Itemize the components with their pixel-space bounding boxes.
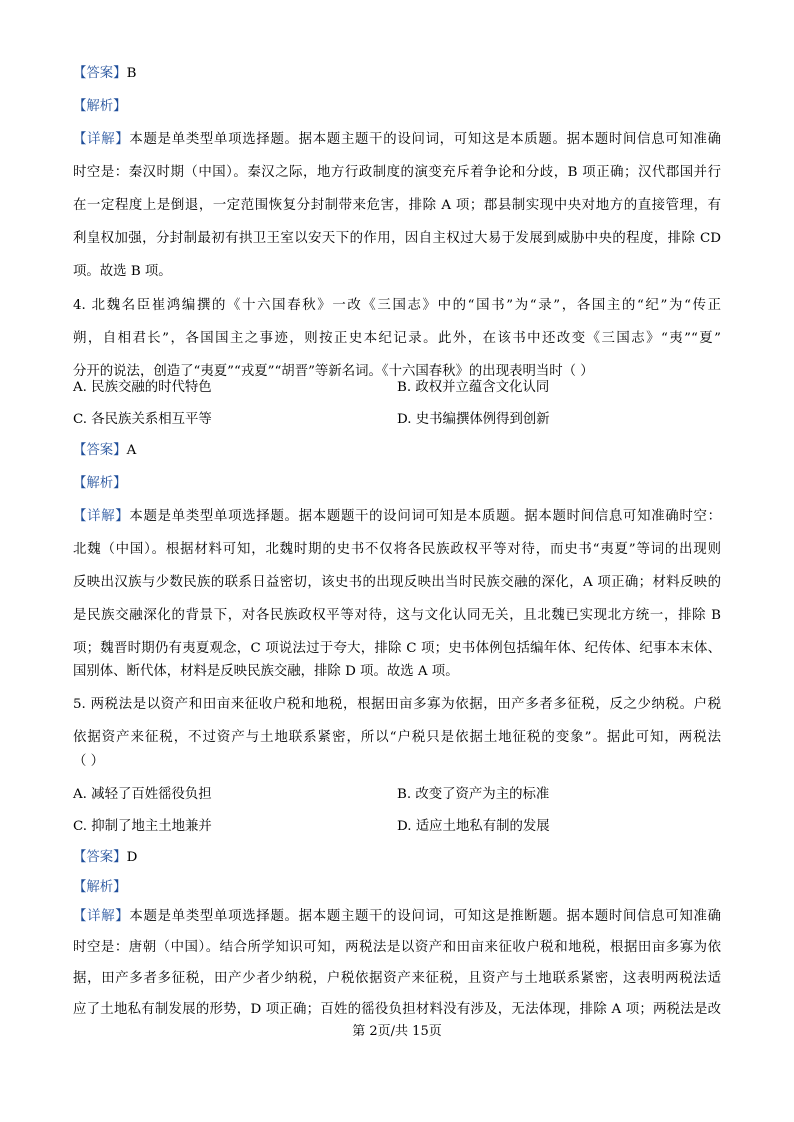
q4-stem-line-3: 分开的说法，创造了“夷夏”“戎夏”“胡晋”等新名词。《十六国春秋》的出现表明当时（ ） bbox=[73, 364, 594, 379]
answer-tag: 【答案】 bbox=[73, 443, 127, 458]
q4-answer-line bbox=[73, 441, 136, 461]
q3-detail-line-3: 在一定程度上是倒退，一定范围恢复分封制带来危害，排除 A 项；郡县制实现中央对地方的直接管理，有 bbox=[73, 198, 721, 213]
q3-answer-line bbox=[73, 64, 136, 84]
q5-stem-line-2: 依据资产来征税，不过资产与土地联系紧密，所以“户税只是依据土地征税的变象”。据此可知，两税法 bbox=[73, 730, 721, 745]
q5-analysis-tag: 【解析】 bbox=[73, 880, 127, 895]
q4-detail-line-3: 反映出汉族与少数民族的联系日益密切，该史书的出现反映出当时民族交融的深化，A 项正确；材料反映的 bbox=[73, 575, 721, 590]
q3-detail-line-5: 项。故选 B 项。 bbox=[73, 264, 172, 279]
q5-detail-line-2: 时空是：唐朝（中国）。结合所学知识可知，两税法是以资产和田亩来征收户税和地税，根据田亩多寡为依 bbox=[73, 940, 721, 955]
answer-value: D bbox=[126, 850, 138, 865]
detail-tag: 【详解】 bbox=[73, 909, 130, 924]
answer-tag: 【答案】 bbox=[73, 850, 127, 865]
q5-answer-line bbox=[73, 848, 137, 868]
q5-detail-line-1: 【详解】本题是单类型单项选择题。据本题主题干的设问词，可知这是推断题。据本题时间信息可知准确 bbox=[73, 909, 721, 924]
q4-analysis-tag: 【解析】 bbox=[73, 476, 127, 491]
q5-stem-line-1: 5. 两税法是以资产和田亩来征收户税和地税，根据田亩多寡为依据，田产多者多征税，反之少纳税。户税 bbox=[73, 697, 721, 712]
q5-detail-line-3: 据，田产多者多征税，田产少者少纳税，户税依据资产来征税，且资产与土地联系紧密，这表明两税法适 bbox=[73, 971, 721, 986]
q3-detail-line-4: 利皇权加强，分封制最初有拱卫王室以安天下的作用，因自主权过大易于发展到威胁中央的程度，排除 CD bbox=[73, 231, 721, 246]
page-footer: 第 2页/共 15页 bbox=[352, 1024, 442, 1039]
q5-stem-line-3: （ ） bbox=[73, 754, 105, 769]
q4-detail-line-1: 【详解】本题是单类型单项选择题。据本题题干的设问词可知是本质题。据本题时间信息可知准确时空： bbox=[73, 509, 721, 524]
answer-value: A bbox=[126, 443, 137, 458]
q4-stem-line-1: 4. 北魏名臣崔鸿编撰的《十六国春秋》一改《三国志》中的“国书”为“录”，各国主的“纪”为“传正 bbox=[73, 298, 721, 313]
q3-analysis-tag: 【解析】 bbox=[73, 99, 127, 114]
detail-tag: 【详解】 bbox=[73, 132, 130, 147]
q5-option-b: B. 改变了资产为主的标准 bbox=[397, 787, 550, 802]
q4-option-d: D. 史书编撰体例得到创新 bbox=[397, 412, 550, 427]
q5-option-d: D. 适应土地私有制的发展 bbox=[397, 819, 550, 834]
q4-option-c: C. 各民族关系相互平等 bbox=[73, 412, 212, 427]
q4-option-a: A. 民族交融的时代特色 bbox=[73, 380, 212, 395]
q4-stem-line-2: 朔，自相君长”，各国国主之事迹，则按正史本纪记录。此外，在该书中还改变《三国志》“夷”“夏” bbox=[73, 331, 721, 346]
answer-value: B bbox=[126, 66, 137, 81]
q5-option-a: A. 减轻了百姓徭役负担 bbox=[73, 787, 212, 802]
q4-detail-line-4: 是民族交融深化的背景下，对各民族政权平等对待，这与文化认同无关，且北魏已实现北方统一，排除 B bbox=[73, 608, 721, 623]
detail-tag: 【详解】 bbox=[73, 509, 130, 524]
q3-detail-line-1: 【详解】本题是单类型单项选择题。据本题主题干的设问词，可知这是本质题。据本题时间信息可知准确 bbox=[73, 132, 721, 147]
q4-option-b: B. 政权并立蕴含文化认同 bbox=[397, 380, 550, 395]
q4-detail-line-2: 北魏（中国）。根据材料可知，北魏时期的史书不仅将各民族政权平等对待，而史书“夷夏”等词的出现则 bbox=[73, 542, 721, 557]
q5-detail-line-4: 应了土地私有制发展的形势，D 项正确；百姓的徭役负担材料没有涉及，无法体现，排除 A 项；两税法是改 bbox=[73, 1002, 721, 1017]
q5-option-c: C. 抑制了地主土地兼并 bbox=[73, 819, 212, 834]
q3-detail-line-2: 时空是：秦汉时期（中国）。秦汉之际，地方行政制度的演变充斥着争论和分歧，B 项正确；汉代郡国并行 bbox=[73, 165, 721, 180]
answer-tag: 【答案】 bbox=[73, 66, 127, 81]
q4-detail-line-5: 项；魏晋时期仍有夷夏观念，C 项说法过于夸大，排除 C 项；史书体例包括编年体、纪传体、纪事本末体、 bbox=[73, 641, 721, 656]
q4-detail-line-6: 国别体、断代体，材料是反映民族交融，排除 D 项。故选 A 项。 bbox=[73, 664, 459, 679]
